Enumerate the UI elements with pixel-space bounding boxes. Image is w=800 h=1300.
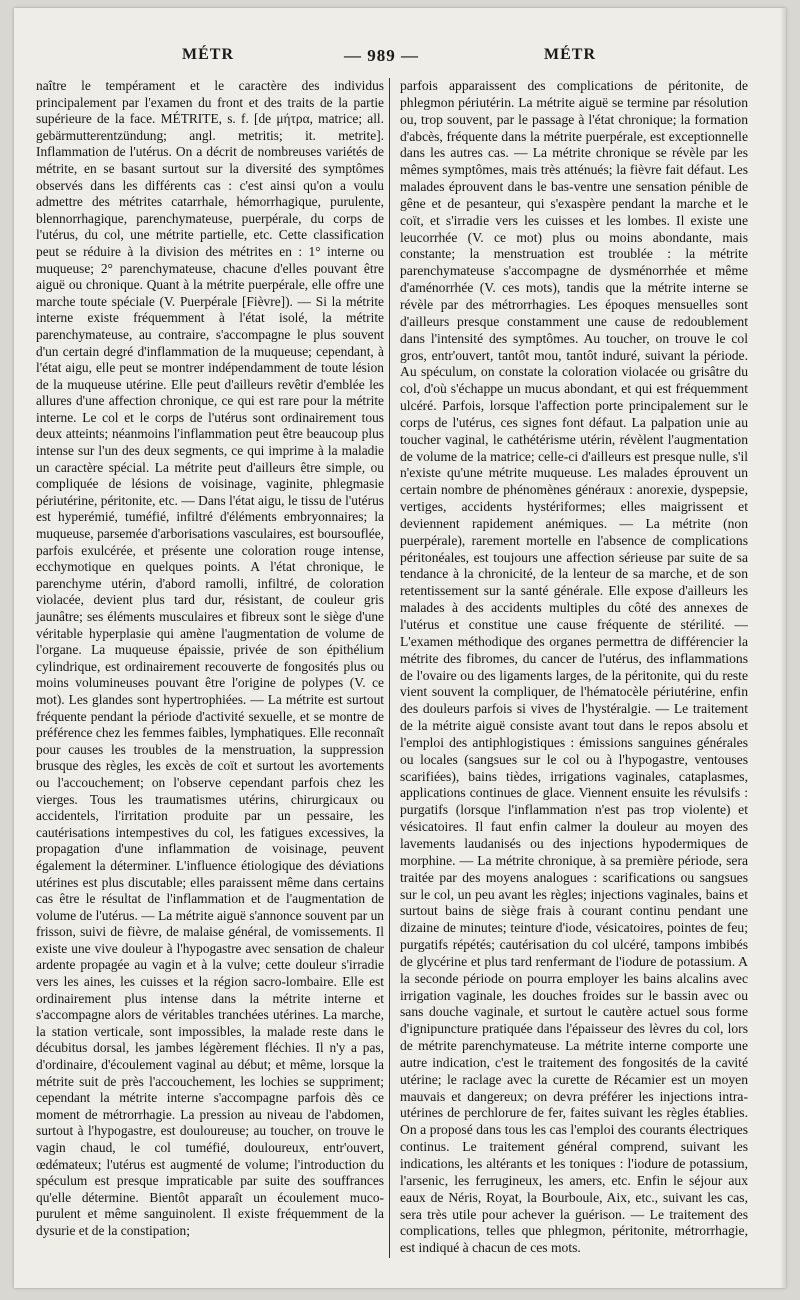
header-right-keyword: MÉTR	[544, 46, 596, 63]
left-column-text: naître le tempérament et le caractère des individus principalement par l'examen du front et des traits de la partie supérieure de la face. MÉTRITE, s. f. [de μήτρα, matrice; all. gebärmutterentzündung; angl. metritis; it. metrite]. Inflammation de l'utérus. On a décrit de nombreuses variétés de métrite, en se basant surtout sur la diversité des symptômes observés dans les différents cas : c'est ainsi qu'on a voulu admettre des métrites catarrhale, hémorrhagique, purulente, blennorrhagique, parenchymateuse, puerpérale, du corps de l'utérus, du col, une métrite partielle, etc. Cette classification peut se réduire à la division des métrites en : 1° interne ou muqueuse; 2° parenchymateuse, chacune d'elles pouvant être aiguë ou chronique. Quant à la métrite puerpérale, elle offre une marche toute spéciale (V. Puerpérale [Fièvre]). — Si la métrite interne existe fréquemment à l'état isolé, la métrite parenchymateuse, au contraire, s'accompagne le plus souvent d'un certain degré d'inflammation de la muqueuse; cependant, à l'état aigu, elle peut se montrer indépendamment de toute lésion de la muqueuse utérine. Elle peut d'ailleurs revêtir d'emblée les allures d'une affection chronique, ce qui est rare pour la métrite interne. Le col et le corps de l'utérus sont ordinairement tous deux atteints; néanmoins l'inflammation peut être beaucoup plus intense sur l'un des deux segments, ce qui imprime à la maladie un caractère spécial. La métrite peut d'ailleurs être simple, ou compliquée de lésions de voisinage, vaginite, phlegmasie périutérine, péritonite, etc. — Dans l'état aigu, le tissu de l'utérus est hyperémié, tuméfié, infiltré d'éléments embryonnaires; la muqueuse, parsemée d'arborisations vasculaires, est boursouflée, parfois exulcérée, et présente une coloration rouge intense, ecchymotique en quelques points. A l'état chronique, le parenchyme utérin, d'abord ramolli, infiltré, de coloration violacée, devient plus tard dur, résistant, de couleur gris jaunâtre; ses éléments musculaires et fibreux sont le siège d'une véritable hyperplasie qui amène l'augmentation de volume de l'organe. La muqueuse épaissie, privée de son épithélium cylindrique, est ordinairement recouverte de fongosités plus ou moins volumineuses pouvant être l'origine de polypes (V. ce mot). Les glandes sont hypertrophiées. — La métrite est surtout fréquente pendant la période d'activité sexuelle, et se montre de préférence chez les femmes faibles, lymphatiques. Elle reconnaît pour causes les troubles de la menstruation, la suppression brusque des règles, les excès de coït et surtout les avortements ou l'accouchement; on l'observe cependant parfois chez les vierges. Tous les traumatismes utérins, chirurgicaux ou accidentels, l'irritation produite par un pessaire, les cautérisations intempestives du col, les fatigues excessives, la propagation d'une inflammation de voisinage, peuvent également la déterminer. L'influence étiologique des déviations utérines est plus discutable; elles paraissent même dans certains cas être le résultat de l'inflammation et de l'augmentation de volume de l'utérus. — La métrite aiguë s'annonce souvent par un frisson, suivi de fièvre, de malaise général, de vomissements. Il existe une vive douleur à l'hypogastre avec sensation de chaleur ardente propagée au vagin et à la vulve; cette douleur s'irradie vers les aines, les cuisses et la région sacro-lombaire. Elle est ordinairement plus intense dans la métrite interne et s'accompagne alors de véritables tranchées utérines. La marche, la station verticale, sont impossibles, la malade reste dans le décubitus dorsal, les jambes légèrement fléchies. Il n'y a pas, d'ordinaire, d'écoulement vaginal au début; et même, lorsque la métrite suit de près l'accouchement, les lochies se suppriment; cependant la métrite interne s'accompagne parfois dès ce moment de métrorrhagie. La pression au niveau de l'abdomen, surtout à l'hypogastre, est douloureuse; au toucher, on trouve le vagin chaud, le col tuméfié, douloureux, entr'ouvert, œdémateux; l'utérus est augmenté de volume; l'introduction du spéculum est presque impraticable par suite des souffrances qu'elle détermine. Bientôt apparaît un écoulement muco-purulent et même sanguinolent. Il existe fréquemment de la dysurie et de la constipation;	[36, 78, 384, 1238]
running-header	[14, 46, 786, 68]
right-column	[400, 78, 748, 1257]
scanned-page	[14, 8, 786, 1288]
column-divider	[389, 78, 390, 1258]
left-column	[36, 78, 384, 1240]
page-edge-shadow	[780, 8, 786, 1288]
header-left-keyword: MÉTR	[182, 46, 234, 63]
page-number: — 989 —	[344, 46, 419, 65]
right-column-text: parfois apparaissent des complications de péritonite, de phlegmon périutérin. La métrite aiguë se termine par résolution ou, trop souvent, par le passage à l'état chronique; la formation d'abcès, fréquente dans la métrite puerpérale, est exceptionnelle dans les autres cas. — La métrite chronique se révèle par les mêmes symptômes, mais très atténués; la fièvre fait défaut. Les malades éprouvent dans le bas-ventre une sensation pénible de gêne et de pesanteur, qui s'exaspère pendant la marche et le coït, et s'irradie vers les cuisses et les lombes. Il existe une leucorrhée (V. ce mot) plus ou moins abondante, mais constante; la menstruation est troublée : la métrite parenchymateuse s'accompagne de dysménorrhée et même d'aménorrhée (V. ces mots), tandis que la métrite interne se révèle par des métrorrhagies. Les époques mensuelles sont d'ailleurs presque constamment une cause de redoublement dans l'intensité des symptômes. Au toucher, on trouve le col gros, entr'ouvert, tantôt mou, tantôt induré, suivant la période. Au spéculum, on constate la coloration violacée ou grisâtre du col, d'où s'échappe un mucus abondant, et qui est fréquemment ulcéré. Parfois, lorsque l'affection porte principalement sur le corps de l'utérus, ces signes font défaut. La palpation unie au toucher vaginal, le cathétérisme utérin, révèlent l'augmentation de volume de la matrice; celle-ci d'ailleurs est presque nulle, s'il n'existe qu'une métrite muqueuse. Les malades éprouvent un certain nombre de phénomènes généraux : anorexie, dyspepsie, vertiges, accidents hystériformes; elles maigrissent et deviennent rapidement anémiques. — La métrite (non puerpérale), rarement mortelle en l'absence de complications péritonéales, est toujours une affection sérieuse par suite de sa tendance à la chronicité, de la lenteur de sa marche, et de son retentissement sur la santé générale. Elle expose d'ailleurs les malades à des accidents multiples du côté des annexes de l'utérus et constitue une cause fréquente de stérilité. — L'examen méthodique des organes permettra de différencier la métrite des fibromes, du cancer de l'utérus, des inflammations de l'ovaire ou des ligaments larges, de la péritonite, qui du reste vient souvent la compliquer, de l'hématocèle périutérine, enfin des douleurs parfois si vives de l'hystéralgie. — Le traitement de la métrite aiguë consiste avant tout dans le repos absolu et l'emploi des antiphlogistiques : émissions sanguines générales ou locales (sangsues sur le col ou à l'hypogastre, ventouses scarifiées), bains tièdes, irrigations vaginales, cataplasmes, applications continues de glace. Viennent ensuite les révulsifs : purgatifs (lorsque l'inflammation n'est pas trop violente) et vésicatoires. Il faut enfin calmer la douleur au moyen des lavements laudanisés ou des injections hypodermiques de morphine. — La métrite chronique, à sa première période, sera traitée par des moyens analogues : scarifications ou sangsues sur le col, un peu avant les règles; injections vaginales, bains et surtout bains de siège frais à courant continu pendant une dizaine de minutes; teinture d'iode, vésicatoires, pointes de feu; purgatifs répétés; cautérisation du col ulcéré, tampons imbibés de glycérine et plus tard renfermant de l'iodure de potassium. A la seconde période on pourra employer les bains alcalins avec irrigation vaginale, les douches froides sur le bassin avec ou sans douche vaginale, et surtout le cautère actuel sous forme d'ignipuncture pratiquée dans l'épaisseur des lèvres du col, lors de métrite parenchymateuse. La métrite interne comporte une autre indication, c'est le traitement des fongosités de la cavité utérine; le raclage avec la curette de Récamier est un moyen mauvais et dangereux; on devra préférer les injections intra-utérines de perchlorure de fer, faites suivant les règles établies. On a proposé dans tous les cas l'emploi des courants électriques continus. Le traitement général comprend, suivant les indications, les altérants et les toniques : l'iodure de potassium, l'arsenic, les ferrugineux, les amers, etc. Enfin le séjour aux eaux de Néris, Royat, la Bourboule, Aix, etc., suivant les cas, sera très utile pour achever la guérison. — Le traitement des complications, telles que phlegmon, péritonite, métrorrhagie, est indiqué à chacun de ces mots.	[400, 78, 748, 1256]
